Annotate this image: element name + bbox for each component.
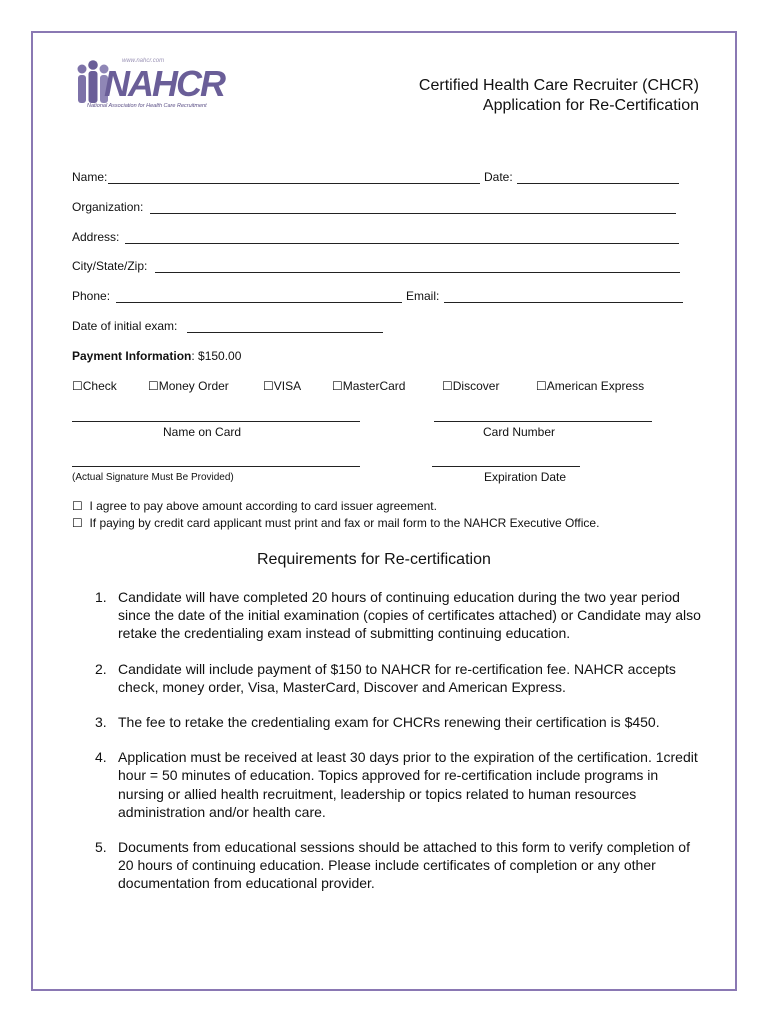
checkbox-icon: ☐	[148, 379, 159, 393]
agreement-checkbox-2[interactable]	[72, 516, 599, 530]
checkbox-money-order-label: Money Order	[158, 379, 229, 393]
requirement-number: 5.	[95, 839, 107, 856]
name-field[interactable]	[108, 183, 480, 184]
payment-label: Payment Information	[72, 349, 192, 363]
requirements-list	[91, 588, 701, 910]
requirements-heading: Requirements for Re-certification	[257, 551, 491, 568]
name-on-card-label: Name on Card	[163, 425, 242, 439]
initial-exam-field[interactable]	[187, 332, 383, 333]
name-on-card-field[interactable]	[72, 421, 360, 422]
address-field[interactable]	[125, 243, 679, 244]
checkbox-icon: ☐	[442, 379, 453, 393]
requirement-number: 1.	[95, 589, 107, 605]
email-label: Email:	[406, 289, 440, 303]
checkbox-visa-label: VISA	[273, 379, 302, 393]
form-title-line1: Certified Health Care Recruiter (CHCR)	[418, 77, 699, 94]
logo-url: www.nahcr.com	[122, 58, 165, 64]
expiration-date-field[interactable]	[432, 466, 580, 467]
signature-field[interactable]	[72, 466, 360, 467]
city-state-zip-field[interactable]	[155, 272, 680, 273]
name-label: Name:	[72, 170, 108, 184]
requirement-text: The fee to retake the credentialing exam for CHCRs renewing their certification is $450.	[118, 714, 660, 731]
requirement-number: 2.	[95, 660, 107, 677]
requirement-item	[91, 660, 701, 696]
date-label: Date:	[484, 170, 513, 184]
requirement-number: 3.	[95, 714, 107, 731]
checkbox-american-express-label: American Express	[546, 379, 645, 393]
initial-exam-label: Date of initial exam:	[72, 319, 178, 333]
agreement-text-2: If paying by credit card applicant must print and fax or mail form to the NAHCR Executive Office.	[89, 516, 600, 530]
email-field[interactable]	[444, 302, 683, 303]
phone-label: Phone:	[72, 289, 111, 303]
checkbox-discover-label: Discover	[452, 379, 500, 393]
card-number-field[interactable]	[434, 421, 652, 422]
phone-field[interactable]	[116, 302, 402, 303]
requirement-text: Candidate will have completed 20 hours of continuing education during the two year period since the date of the initial examination (copies of certificates attached) or Candidate may also retake the credentialing exam instead of submitting continuing education.	[118, 589, 701, 642]
nahcr-logo	[70, 58, 224, 114]
checkbox-american-express[interactable]	[536, 379, 644, 393]
logo-wordmark: NAHCR	[104, 63, 224, 104]
checkbox-check[interactable]	[72, 379, 117, 393]
requirement-item	[91, 588, 701, 643]
checkbox-icon: ☐	[263, 379, 274, 393]
organization-field[interactable]	[150, 213, 676, 214]
card-number-label: Card Number	[483, 425, 556, 439]
checkbox-icon: ☐	[72, 516, 83, 530]
checkbox-mastercard-label: MasterCard	[342, 379, 406, 393]
requirement-item	[91, 713, 701, 731]
requirement-text: Application must be received at least 30 days prior to the expiration of the certification. 1credit hour = 50 minutes of education. Topics approved for re-certification include programs in nursing or allied health recruitment, leadership or topics related to human resources administration and/or health care.	[118, 749, 698, 820]
city-state-zip-label: City/State/Zip:	[72, 259, 148, 273]
checkbox-icon: ☐	[332, 379, 343, 393]
requirement-text: Documents from educational sessions should be attached to this form to verify completion of 20 hours of continuing education. Please include certificates of completion or any other documentation from educational provider.	[118, 839, 690, 892]
checkbox-discover[interactable]	[442, 379, 499, 393]
requirement-item	[91, 748, 701, 821]
date-field[interactable]	[517, 183, 679, 184]
checkbox-money-order[interactable]	[148, 379, 229, 393]
checkbox-icon: ☐	[72, 499, 83, 513]
payment-info	[72, 349, 241, 363]
checkbox-icon: ☐	[536, 379, 547, 393]
requirement-number: 4.	[95, 749, 107, 766]
signature-note: (Actual Signature Must Be Provided)	[72, 472, 234, 483]
requirement-item	[91, 838, 701, 893]
organization-label: Organization:	[72, 200, 144, 214]
requirement-text: Candidate will include payment of $150 to NAHCR for re-certification fee. NAHCR accepts check, money order, Visa, MasterCard, Discover and American Express.	[118, 660, 676, 695]
agreement-text-1: I agree to pay above amount according to card issuer agreement.	[89, 499, 437, 513]
checkbox-mastercard[interactable]	[332, 379, 405, 393]
checkbox-check-label: Check	[82, 379, 117, 393]
form-title-line2: Application for Re-Certification	[482, 97, 699, 114]
logo-tagline: National Association for Health Care Recruitment	[87, 103, 207, 109]
checkbox-visa[interactable]	[263, 379, 301, 393]
payment-amount: : $150.00	[191, 349, 242, 363]
expiration-date-label: Expiration Date	[484, 470, 567, 484]
checkbox-icon: ☐	[72, 379, 83, 393]
agreement-checkbox-1[interactable]	[72, 499, 437, 513]
address-label: Address:	[72, 230, 120, 244]
